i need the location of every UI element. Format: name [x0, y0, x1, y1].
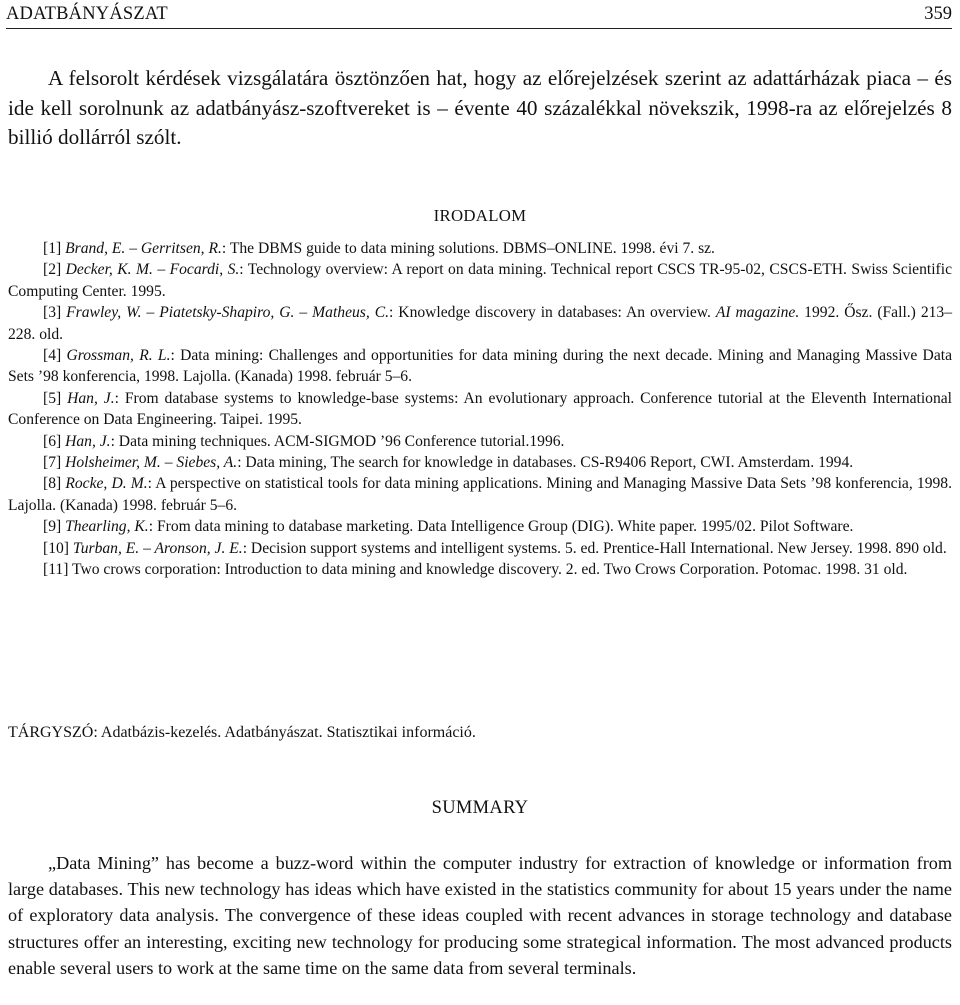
reference-item: [9] Thearling, K.: From data mining to database marketing. Data Intelligence Group (DIG). White paper. 1995/02. Pilot Software. — [43, 518, 854, 536]
page-number: 359 — [924, 4, 952, 24]
reference-authors: Turban, E. – Aronson, J. E. — [72, 539, 243, 557]
reference-item: [8] Rocke, D. M.: A perspective on statistical tools for data mining applications. Mining and Managing Massive Data Sets ’98 konferencia, 1998. Lajolla. (Kanada) 1998. február 5–6. — [8, 475, 952, 514]
running-header — [6, 2, 952, 29]
reference-item: [7] Holsheimer, M. – Siebes, A.: Data mining, The search for knowledge in databases. CS-R9406 Report, CWI. Amsterdam. 1994. — [43, 454, 854, 472]
reference-item: [6] Han, J.: Data mining techniques. ACM-SIGMOD ’96 Conference tutorial.1996. — [43, 432, 565, 450]
reference-authors: Decker, K. M. – Focardi, S. — [65, 261, 240, 279]
reference-list — [8, 238, 952, 581]
reference-authors: Frawley, W. – Piatetsky-Shapiro, G. – Matheus, C. — [66, 304, 390, 322]
reference-authors: Han, J. — [67, 389, 115, 407]
references-heading: IRODALOM — [433, 206, 527, 225]
summary-heading: SUMMARY — [431, 798, 529, 818]
reference-item: [10] Turban, E. – Aronson, J. E.: Decision support systems and intelligent systems. 5. ed. Prentice-Hall International. New Jersey. 1998. 890 old. — [43, 539, 947, 557]
reference-authors: Thearling, K. — [65, 518, 149, 536]
summary-paragraph: „Data Mining” has become a buzz-word within the computer industry for extraction of knowledge or information from large databases. This new technology has ideas which have existed in the statistics community for about 15 years under the name of exploratory data analysis. The convergence of these ideas coupled with recent advances in storage technology and database structures offer an interesting, exciting new technology for producing some strategical information. The most advanced products enable several users to work at the same time on the same data from several terminals. — [8, 853, 952, 978]
reference-authors: Han, J. — [65, 432, 111, 450]
reference-journal: AI magazine. — [715, 304, 800, 322]
reference-item: [1] Brand, E. – Gerritsen, R.: The DBMS guide to data mining solutions. DBMS–ONLINE. 1998. évi 7. sz. — [43, 240, 715, 257]
reference-item: [11] Two crows corporation: Introduction to data mining and knowledge discovery. 2. ed. Two Crows Corporation. Potomac. 1998. 31 old. — [43, 561, 908, 579]
reference-authors: Brand, E. – Gerritsen, R. — [65, 240, 222, 257]
running-title: ADATBÁNYÁSZAT — [6, 4, 168, 24]
reference-authors: Rocke, D. M. — [65, 475, 148, 493]
reference-item: [5] Han, J.: From database systems to knowledge-base systems: An evolutionary approach. Conference tutorial at the Eleventh International Conference on Data Engineering. Taipei. 1995. — [8, 389, 952, 429]
reference-item: [2] Decker, K. M. – Focardi, S.: Technology overview: A report on data mining. Technical report CSCS TR-95-02, CSCS-ETH. Swiss Scientific Computing Center. 1995. — [8, 261, 952, 300]
reference-item: [3] Frawley, W. – Piatetsky-Shapiro, G. – Matheus, C.: Knowledge discovery in databases: An overview. AI magazine. 1992. Ősz. (Fall.) 213–228. old. — [8, 304, 953, 343]
reference-authors: Holsheimer, M. – Siebes, A. — [65, 454, 238, 472]
reference-authors: Grossman, R. L. — [66, 347, 171, 365]
keywords-line: TÁRGYSZÓ: Adatbázis-kezelés. Adatbányászat. Statisztikai információ. — [8, 724, 476, 741]
reference-item: [4] Grossman, R. L.: Data mining: Challenges and opportunities for data mining during the next decade. Mining and Managing Massive Data Sets ’98 konferencia, 1998. Lajolla. (Kanada) 1998. február 5–6. — [8, 347, 952, 386]
intro-paragraph: A felsorolt kérdések vizsgálatára ösztönzően hat, hogy az előrejelzések szerint az adattárházak piaca – és ide kell sorolnunk az adatbányász-szoftvereket is – évente 40 százalékkal növekszik, 1998-ra az előrejelzés 8 billió dollárról szólt. — [8, 66, 952, 149]
